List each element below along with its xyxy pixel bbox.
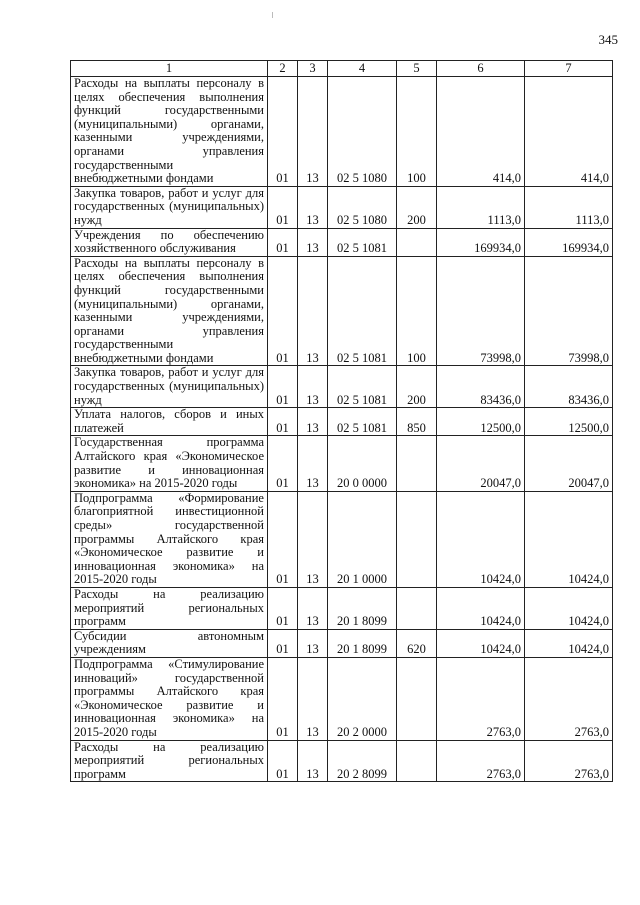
row-target-article: 02 5 1080 <box>328 186 397 228</box>
table-row <box>71 587 613 629</box>
header-col-3: 3 <box>298 61 328 77</box>
row-name: Государственная программа Алтайского края «Экономическое развитие и инновационная экономика» на 2015-2020 годы <box>71 436 268 491</box>
row-subsection: 13 <box>298 186 328 228</box>
row-section: 01 <box>268 740 298 782</box>
row-expense-type: 850 <box>397 408 437 436</box>
row-target-article: 20 2 8099 <box>328 740 397 782</box>
row-expense-type: 200 <box>397 366 437 408</box>
row-subsection: 13 <box>298 491 328 587</box>
row-section: 01 <box>268 186 298 228</box>
row-target-article: 20 0 0000 <box>328 436 397 491</box>
row-section: 01 <box>268 587 298 629</box>
row-subsection: 13 <box>298 228 328 256</box>
row-sum-1: 2763,0 <box>437 740 525 782</box>
row-name: Уплата налогов, сборов и иных платежей <box>71 408 268 436</box>
row-sum-1: 1113,0 <box>437 186 525 228</box>
row-name: Расходы на выплаты персоналу в целях обеспечения выполнения функций государственными (муниципальными) органами, казенными учреждениями, органами управления государственными внебюджетными фондами <box>71 256 268 366</box>
table-row <box>71 77 613 187</box>
table-row <box>71 256 613 366</box>
row-name: Закупка товаров, работ и услуг для государственных (муниципальных) нужд <box>71 186 268 228</box>
table-row <box>71 366 613 408</box>
table-row <box>71 740 613 782</box>
row-subsection: 13 <box>298 436 328 491</box>
row-sum-1: 10424,0 <box>437 587 525 629</box>
row-section: 01 <box>268 491 298 587</box>
row-section: 01 <box>268 657 298 740</box>
row-name: Учреждения по обеспечению хозяйственного обслуживания <box>71 228 268 256</box>
row-sum-1: 2763,0 <box>437 657 525 740</box>
row-expense-type <box>397 587 437 629</box>
row-name: Подпрограмма «Формирование благоприятной инвестиционной среды» государственной программы Алтайского края «Экономическое развитие и инновационная экономика» на 2015-2020 годы <box>71 491 268 587</box>
row-sum-2: 20047,0 <box>525 436 613 491</box>
row-sum-2: 83436,0 <box>525 366 613 408</box>
row-section: 01 <box>268 256 298 366</box>
row-target-article: 20 2 0000 <box>328 657 397 740</box>
row-sum-1: 12500,0 <box>437 408 525 436</box>
row-sum-1: 10424,0 <box>437 491 525 587</box>
row-section: 01 <box>268 436 298 491</box>
table-row <box>71 657 613 740</box>
row-target-article: 20 1 8099 <box>328 629 397 657</box>
scan-tick-mark <box>272 12 273 18</box>
header-col-5: 5 <box>397 61 437 77</box>
header-col-4: 4 <box>328 61 397 77</box>
row-name: Расходы на выплаты персоналу в целях обеспечения выполнения функций государственными (муниципальными) органами, казенными учреждениями, органами управления государственными внебюджетными фондами <box>71 77 268 187</box>
row-sum-2: 10424,0 <box>525 587 613 629</box>
table-row <box>71 408 613 436</box>
row-sum-1: 10424,0 <box>437 629 525 657</box>
row-name: Закупка товаров, работ и услуг для государственных (муниципальных) нужд <box>71 366 268 408</box>
row-subsection: 13 <box>298 256 328 366</box>
row-expense-type <box>397 657 437 740</box>
row-section: 01 <box>268 629 298 657</box>
row-target-article: 02 5 1081 <box>328 228 397 256</box>
row-sum-2: 169934,0 <box>525 228 613 256</box>
header-col-7: 7 <box>525 61 613 77</box>
table-row <box>71 436 613 491</box>
row-target-article: 02 5 1081 <box>328 366 397 408</box>
row-expense-type: 100 <box>397 77 437 187</box>
row-sum-1: 73998,0 <box>437 256 525 366</box>
header-row <box>71 61 613 77</box>
row-sum-2: 10424,0 <box>525 629 613 657</box>
row-expense-type <box>397 228 437 256</box>
row-target-article: 20 1 8099 <box>328 587 397 629</box>
header-col-6: 6 <box>437 61 525 77</box>
row-target-article: 02 5 1081 <box>328 408 397 436</box>
row-sum-2: 1113,0 <box>525 186 613 228</box>
row-section: 01 <box>268 77 298 187</box>
row-name: Субсидии автономным учреждениям <box>71 629 268 657</box>
row-expense-type <box>397 436 437 491</box>
row-expense-type: 620 <box>397 629 437 657</box>
row-sum-1: 83436,0 <box>437 366 525 408</box>
row-name: Подпрограмма «Стимулирование инноваций» государственной программы Алтайского края «Экономическое развитие и инновационная экономика» на 2015-2020 годы <box>71 657 268 740</box>
row-name: Расходы на реализацию мероприятий региональных программ <box>71 740 268 782</box>
row-expense-type: 200 <box>397 186 437 228</box>
row-sum-2: 10424,0 <box>525 491 613 587</box>
row-subsection: 13 <box>298 587 328 629</box>
row-subsection: 13 <box>298 740 328 782</box>
row-sum-1: 414,0 <box>437 77 525 187</box>
row-subsection: 13 <box>298 657 328 740</box>
row-expense-type <box>397 491 437 587</box>
row-sum-1: 20047,0 <box>437 436 525 491</box>
row-name: Расходы на реализацию мероприятий региональных программ <box>71 587 268 629</box>
table-row <box>71 629 613 657</box>
row-sum-2: 414,0 <box>525 77 613 187</box>
row-section: 01 <box>268 366 298 408</box>
table-row <box>71 186 613 228</box>
row-subsection: 13 <box>298 629 328 657</box>
page-number: 345 <box>598 32 618 47</box>
row-sum-2: 2763,0 <box>525 657 613 740</box>
row-subsection: 13 <box>298 77 328 187</box>
row-target-article: 02 5 1081 <box>328 256 397 366</box>
row-sum-1: 169934,0 <box>437 228 525 256</box>
table-row <box>71 491 613 587</box>
row-target-article: 20 1 0000 <box>328 491 397 587</box>
row-sum-2: 12500,0 <box>525 408 613 436</box>
row-section: 01 <box>268 408 298 436</box>
row-expense-type: 100 <box>397 256 437 366</box>
row-target-article: 02 5 1080 <box>328 77 397 187</box>
row-sum-2: 73998,0 <box>525 256 613 366</box>
row-subsection: 13 <box>298 366 328 408</box>
row-section: 01 <box>268 228 298 256</box>
header-col-2: 2 <box>268 61 298 77</box>
header-col-1: 1 <box>71 61 268 77</box>
row-sum-2: 2763,0 <box>525 740 613 782</box>
table-row <box>71 228 613 256</box>
row-subsection: 13 <box>298 408 328 436</box>
budget-table <box>70 60 613 782</box>
row-expense-type <box>397 740 437 782</box>
